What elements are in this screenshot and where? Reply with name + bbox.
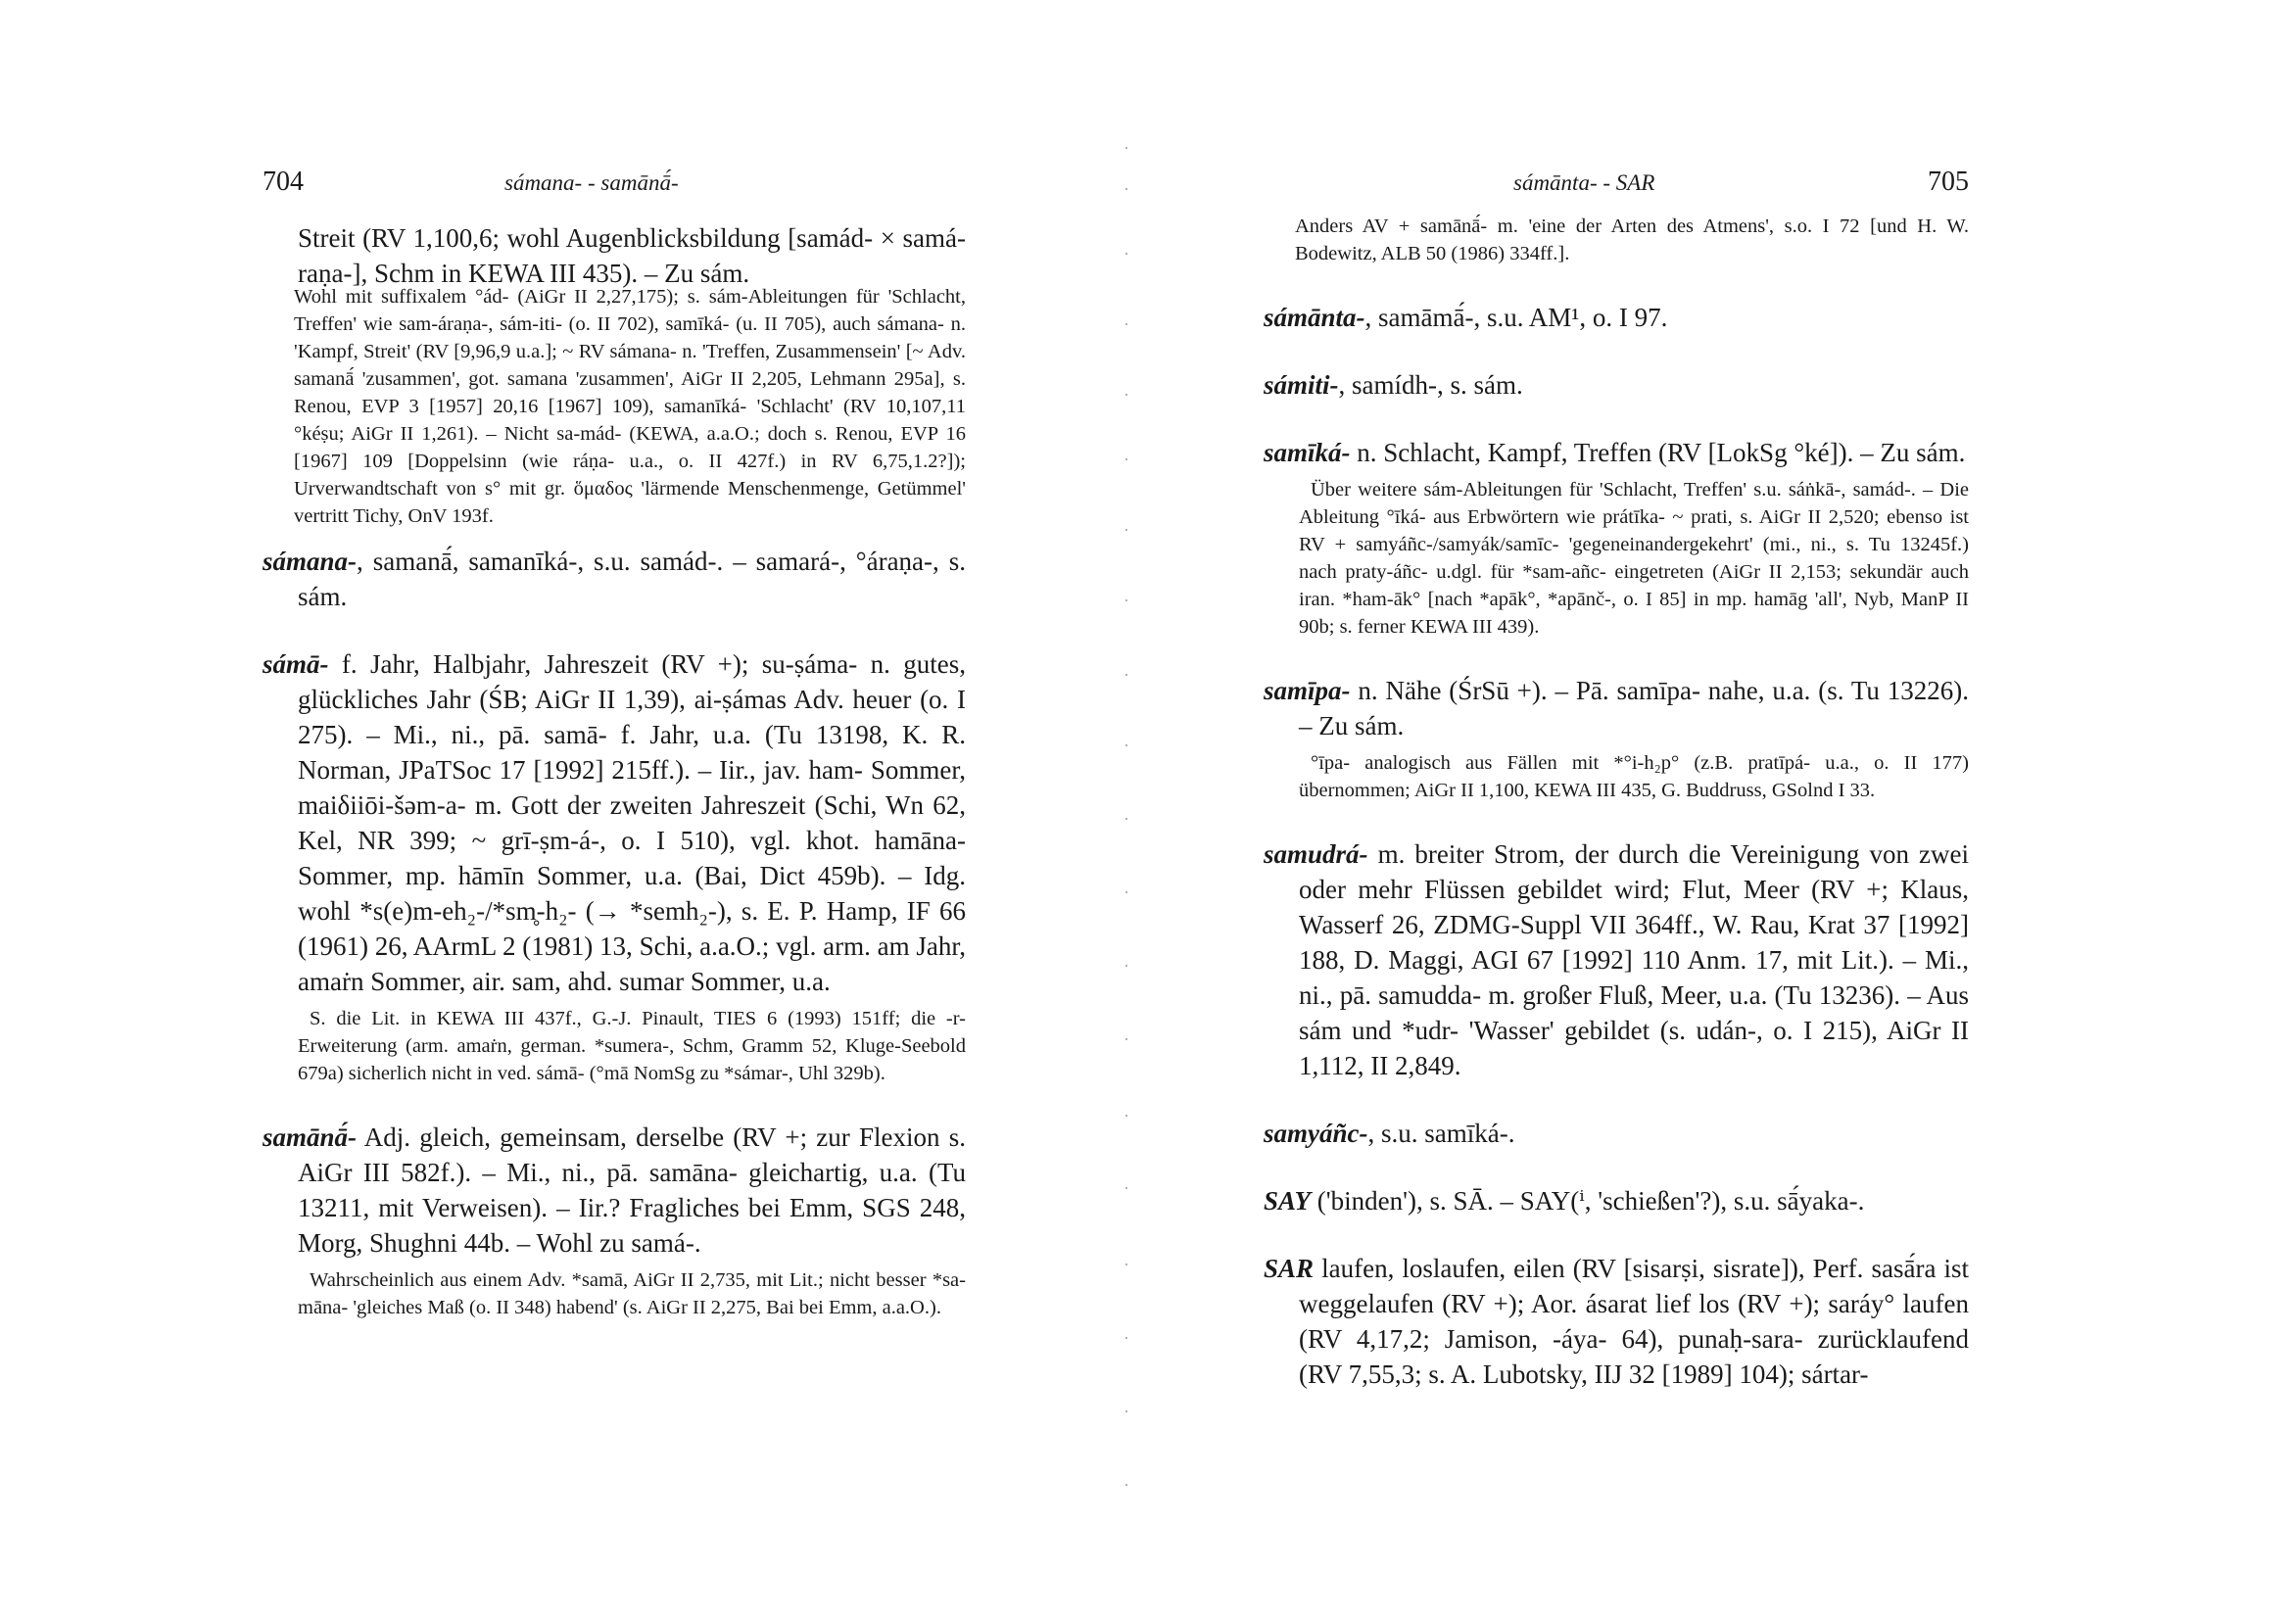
entry-body: ('binden'), s. SĀ. – SAY(ⁱ, 'schießen'?), s.u. sā́yaka-. bbox=[1311, 1186, 1865, 1216]
gutter-mark bbox=[1125, 147, 1127, 149]
gutter-mark bbox=[1125, 1115, 1127, 1117]
entry-text bbox=[1264, 673, 1969, 743]
entry-body: Adj. gleich, gemeinsam, derselbe (RV +; zur Flexion s. AiGr III 582f.). – Mi., ni., pā. samāna- gleichartig, u.a. (Tu 13211, mit Verweisen). – Iir.? Fragliches bei Emm, SGS 248, Morg, Shughni 44b. – Wohl zu samá-. bbox=[298, 1122, 966, 1258]
entry-text bbox=[263, 1120, 966, 1261]
entry-sar bbox=[1264, 1251, 1969, 1392]
headword: sámana- bbox=[263, 547, 358, 576]
gutter-mark bbox=[1125, 458, 1127, 460]
gutter-mark bbox=[1125, 1484, 1127, 1486]
entry-note: S. die Lit. in KEWA III 437f., G.-J. Pinault, TIES 6 (1993) 151ff; die -r-Erweiterung (arm. amaṙn, german. *sumera-, Schm, Gramm 52, Kluge-Seebold 679a) sicherlich nicht in ved. sámā- (°mā NomSg zu *sámar-, Uhl 329b). bbox=[298, 1008, 966, 1084]
gutter-mark bbox=[1125, 818, 1127, 820]
gutter-mark bbox=[1125, 965, 1127, 967]
entry-say bbox=[1264, 1183, 1969, 1218]
entry-samipa bbox=[1264, 673, 1969, 804]
gutter-mark bbox=[1125, 323, 1127, 325]
headword: sámiti- bbox=[1264, 370, 1339, 400]
entry-body: , s.u. samīká-. bbox=[1367, 1119, 1515, 1148]
gutter-mark bbox=[1125, 188, 1127, 190]
entry-samanta bbox=[1264, 300, 1969, 335]
entry-sama bbox=[263, 646, 966, 1087]
entry-note: Über weitere sám-Ableitungen für 'Schlacht, Treffen' s.u. sáṅkā-, samád-. – Die Ableitung °īká- aus Erbwörtern wie prátīka- ~ prati, s. AiGr II 2,520; ebenso ist RV + samyáñc-/samyák/samīc- 'gegeneinandergekehrt' (mi., ni., s. Tu 13245f.) nach praty-áñc- u.dgl. für *sam-añc- eingetreten (AiGr II 2,153; sekundär auch iran. *ham-āk° [nach *apāk°, *apānč-, o. I 85] in mp. hamāg 'all', Nyb, ManP II 90b; s. ferner KEWA III 439). bbox=[1299, 479, 1969, 638]
continued-entry-text: Streit (RV 1,100,6; wohl Augenblicksbildung [samád- × samá-raṇa-], Schm in KEWA III 435). – Zu sám. bbox=[298, 223, 966, 288]
headword: samyáñc- bbox=[1264, 1119, 1368, 1148]
entry-samana bbox=[263, 544, 966, 614]
entry-body: n. Nähe (ŚrSū +). – Pā. samīpa- nahe, u.a. (s. Tu 13226). – Zu sám. bbox=[1299, 676, 1969, 740]
headword: samudrá- bbox=[1264, 839, 1368, 869]
gutter-mark bbox=[1125, 674, 1127, 676]
entry-samika bbox=[1264, 435, 1969, 641]
gutter-mark bbox=[1125, 394, 1127, 396]
right-running-head: sámānta- - SAR bbox=[1513, 170, 1655, 195]
left-page-number: 704 bbox=[263, 167, 304, 197]
headword: sámānta- bbox=[1264, 303, 1365, 332]
right-page bbox=[1148, 0, 2296, 1622]
headword: SAY bbox=[1264, 1186, 1312, 1216]
entry-samyanc bbox=[1264, 1116, 1969, 1151]
continued-entry-note: Wohl mit suffixalem °ád- (AiGr II 2,27,175); s. sám-Ableitungen für 'Schlacht, Treffen' wie sam-áraṇa-, sám-iti- (o. II 702), samīká- (u. II 705), auch sámana- n. 'Kampf, Streit' (RV [9,96,9 u.a.]; ~ RV sámana- n. 'Treffen, Zusammensein' [~ Adv. samanā́ 'zusammen', got. samana 'zusammen', AiGr II 2,205, Lehmann 295a], s. Renou, EVP 3 [1957] 20,16 [1967] 109), samanīká- 'Schlacht' (RV 10,107,11 °kéṣu; AiGr II 1,261). – Nicht sa-mád- (KEWA, a.a.O.; doch s. Renou, EVP 16 [1967] 109 [Doppelsinn (wie ráṇa- u.a., o. II 427f.) in RV 6,75,1.2?]); Urverwandtschaft von s° mit gr. ὅμαδος 'lärmende Menschenmenge, Getümmel' vertritt Tichy, OnV 193f. bbox=[294, 286, 966, 527]
entry-body: , samídh-, s. sám. bbox=[1338, 370, 1523, 400]
entry-text bbox=[1264, 300, 1969, 335]
left-column bbox=[263, 220, 966, 1321]
entry-samiti bbox=[1264, 367, 1969, 403]
gutter-mark bbox=[1125, 253, 1127, 255]
entry-text bbox=[1264, 1183, 1969, 1218]
entry-samana-adj bbox=[263, 1120, 966, 1321]
right-page-number: 705 bbox=[1928, 167, 1969, 197]
continued-note bbox=[1264, 213, 1969, 267]
gutter-mark bbox=[1125, 529, 1127, 531]
entry-body: n. Schlacht, Kampf, Treffen (RV [LokSg °ké]). – Zu sám. bbox=[1350, 438, 1966, 467]
continued-note-text: Anders AV + samānā́- m. 'eine der Arten des Atmens', s.o. I 72 [und H. W. Bodewitz, ALB 50 (1986) 334ff.]. bbox=[1295, 215, 1969, 264]
entry-text bbox=[1264, 367, 1969, 403]
gutter-mark bbox=[1125, 744, 1127, 746]
right-column bbox=[1264, 215, 1969, 1424]
entry-samudra bbox=[1264, 836, 1969, 1083]
entry-text bbox=[1264, 836, 1969, 1083]
headword: samīpa- bbox=[1264, 676, 1351, 705]
entry-note: Wahrscheinlich aus einem Adv. *samā, AiGr II 2,735, mit Lit.; nicht besser *sa-māna- 'gleiches Maß (o. II 348) habend' (s. AiGr II 2,275, Bai bei Emm, a.a.O.). bbox=[298, 1269, 966, 1318]
gutter-mark bbox=[1125, 1038, 1127, 1040]
headword: SAR bbox=[1264, 1254, 1315, 1283]
entry-body: m. breiter Strom, der durch die Vereinigung von zwei oder mehr Flüssen gebildet wird; Flut, Meer (RV +; Klaus, Wasserf 26, ZDMG-Suppl VII 364ff., W. Rau, Krat 37 [1992] 188, D. Maggi, AGI 67 [1992] 110 Anm. 17, mit Lit.). – Mi., ni., pā. samudda- m. großer Fluß, Meer, u.a. (Tu 13236). – Aus sám und *udr- 'Wasser' gebildet (s. udán-, o. I 215), AiGr II 1,112, II 2,849. bbox=[1299, 839, 1969, 1080]
entry-body: laufen, loslaufen, eilen (RV [sisarṣi, sisrate]), Perf. sasā́ra ist weggelaufen (RV +); Aor. ásarat lief los (RV +); saráy° laufen (RV 4,17,2; Jamison, -áya- 64), punaḥ-sara- zurücklaufend (RV 7,55,3; s. A. Lubotsky, IIJ 32 [1989] 104); sártar- bbox=[1299, 1254, 1969, 1389]
gutter-mark bbox=[1125, 1410, 1127, 1412]
headword: sámā- bbox=[263, 649, 329, 679]
gutter-mark bbox=[1125, 1187, 1127, 1189]
entry-text bbox=[1264, 435, 1969, 470]
gutter-mark bbox=[1125, 599, 1127, 601]
entry-note: °īpa- analogisch aus Fällen mit *°i-h₂p° (z.B. pratīpá- u.a., o. II 177) übernommen; AiGr II 1,100, KEWA III 435, G. Buddruss, GSolnd I 33. bbox=[1299, 752, 1969, 801]
headword: samīká- bbox=[1264, 438, 1351, 467]
gutter-mark bbox=[1125, 891, 1127, 893]
entry-body: , samāmā́-, s.u. AM¹, o. I 97. bbox=[1364, 303, 1668, 332]
entry-body: f. Jahr, Halbjahr, Jahreszeit (RV +); su-ṣáma- n. gutes, glückliches Jahr (ŚB; AiGr II 1,39), ai-ṣámas Adv. heuer (o. I 275). – Mi., ni., pā. samā- f. Jahr, u.a. (Tu 13198, K. R. Norman, JPaTSoc 17 [1992] 215ff.). – Iir., jav. ham- Sommer, maiδiiōi-šəm-a- m. Gott der zweiten Jahreszeit (Schi, Wn 62, Kel, NR 399; ~ grī-ṣm-á-, o. I 510), vgl. khot. hamāna- Sommer, mp. hāmīn Sommer, u.a. (Bai, Dict 459b). – Idg. wohl *s(e)m-eh₂-/*sm̥-h₂- (→ *semh₂-), s. E. P. Hamp, IF 66 (1961) 26, AArmL 2 (1981) 13, Schi, a.a.O.; vgl. arm. am Jahr, amaṙn Sommer, air. sam, ahd. sumar Sommer, u.a. bbox=[298, 649, 966, 996]
entry-body: , samanā́, samanīká-, s.u. samád-. – samará-, °áraṇa-, s. sám. bbox=[298, 547, 966, 611]
entry-text bbox=[263, 646, 966, 999]
left-running-head: sámana- - samānā́- bbox=[504, 170, 679, 195]
entry-text bbox=[1264, 1251, 1969, 1392]
entry-text bbox=[1264, 1116, 1969, 1151]
gutter-mark bbox=[1125, 1264, 1127, 1265]
continued-entry bbox=[263, 220, 966, 530]
headword: samānā́- bbox=[263, 1122, 358, 1152]
gutter-mark bbox=[1125, 1337, 1127, 1339]
entry-text bbox=[263, 544, 966, 614]
